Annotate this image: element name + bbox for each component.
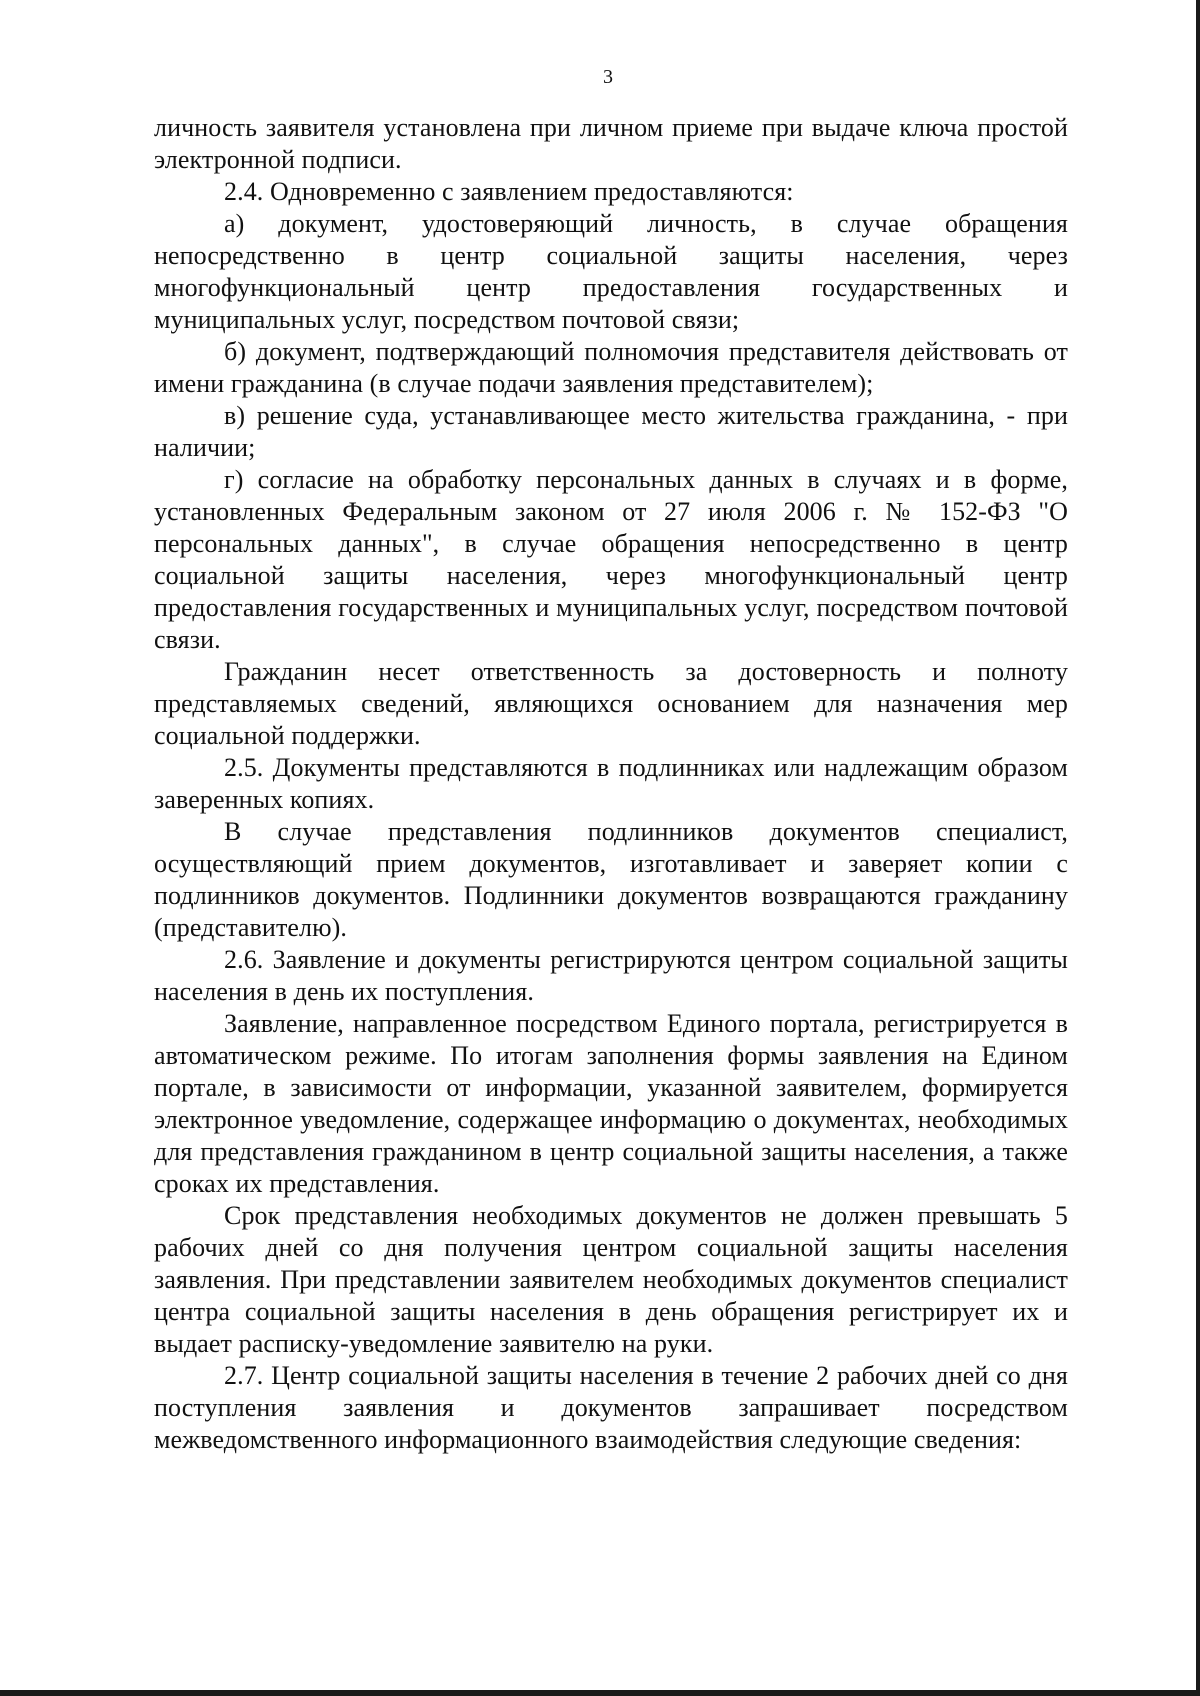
paragraph-item-a: а) документ, удостоверяющий личность, в случае обращения непосредственно в центр социальной защиты населения, через многофункциональный центр предоставления государственных и муниципальных услуг, посредством почтовой связи; bbox=[154, 209, 1068, 334]
paragraph-2-4: 2.4. Одновременно с заявлением предоставляются: bbox=[224, 177, 794, 206]
paragraph-responsibility: Гражданин несет ответственность за достоверность и полноту представляемых сведений, являющихся основанием для назначения мер социальной поддержки. bbox=[154, 657, 1068, 750]
paragraph-item-v: в) решение суда, устанавливающее место жительства гражданина, - при наличии; bbox=[154, 401, 1068, 462]
page-edge-right bbox=[1196, 0, 1200, 1696]
paragraph-2-6: 2.6. Заявление и документы регистрируются центром социальной защиты населения в день их поступления. bbox=[154, 945, 1068, 1006]
paragraph-item-g: г) согласие на обработку персональных данных в случаях и в форме, установленных Федеральным законом от 27 июля 2006 г. № 152-ФЗ "О персональных данных", в случае обращения непосредственно в центр социальной защиты населения, через многофункциональный центр предоставления государственных и муниципальных услуг, посредством почтовой связи. bbox=[154, 465, 1068, 654]
paragraph-2-5: 2.5. Документы представляются в подлинниках или надлежащим образом заверенных копиях. bbox=[154, 753, 1068, 814]
paragraph-deadline: Срок представления необходимых документов не должен превышать 5 рабочих дней со дня получения центром социальной защиты населения заявления. При представлении заявителем необходимых документов специалист центра социальной защиты населения в день обращения регистрирует их и выдает расписку-уведомление заявителю на руки. bbox=[154, 1201, 1068, 1358]
page-number: 3 bbox=[603, 66, 613, 88]
paragraph-continuation: личность заявителя установлена при личном приеме при выдаче ключа простой электронной подписи. bbox=[154, 113, 1068, 174]
paragraph-portal: Заявление, направленное посредством Единого портала, регистрируется в автоматическом режиме. По итогам заполнения формы заявления на Едином портале, в зависимости от информации, указанной заявителем, формируется электронное уведомление, содержащее информацию о документах, необходимых для представления гражданином в центр социальной защиты населения, а также сроках их представления. bbox=[154, 1009, 1068, 1198]
paragraph-2-7: 2.7. Центр социальной защиты населения в течение 2 рабочих дней со дня поступления заявления и документов запрашивает посредством межведомственного информационного взаимодействия следующие сведения: bbox=[154, 1361, 1068, 1454]
document-body bbox=[154, 112, 1068, 1456]
page-edge-bottom bbox=[0, 1690, 1200, 1696]
paragraph-item-b: б) документ, подтверждающий полномочия представителя действовать от имени гражданина (в случае подачи заявления представителем); bbox=[154, 337, 1068, 398]
paragraph-originals: В случае представления подлинников документов специалист, осуществляющий прием документов, изготавливает и заверяет копии с подлинников документов. Подлинники документов возвращаются гражданину (представителю). bbox=[154, 817, 1068, 942]
